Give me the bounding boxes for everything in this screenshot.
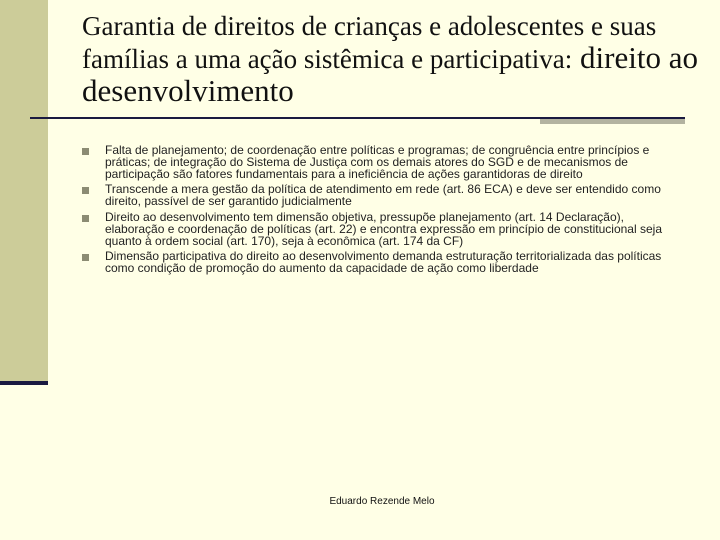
- slide-title-emphasis: direito ao desenvolvimento: [82, 40, 698, 108]
- bullet-item: [82, 209, 682, 248]
- square-bullet-icon: [82, 254, 89, 261]
- slide-title: [82, 11, 712, 108]
- square-bullet-icon: [82, 215, 89, 222]
- title-rule: [30, 117, 540, 119]
- left-band-underline: [0, 381, 48, 385]
- bullet-list: [82, 145, 682, 279]
- bullet-text: Direito ao desenvolvimento tem dimensão objetiva, pressupõe planejamento (art. 14 Declaração), elaboração e coordenação de políticas (art. 22) e encontra expressão em princípio de constitucional seja quanto à ordem social (art. 170), seja à econômica (art. 174 da CF): [105, 209, 662, 248]
- bullet-item: [82, 251, 682, 275]
- bullet-item: [82, 184, 682, 208]
- slide-title-main: Garantia de direitos de crianças e adolescentes e suas famílias a uma ação sistêmica e participativa:: [82, 11, 657, 74]
- title-area: [0, 0, 720, 119]
- slide-footer: Eduardo Rezende Melo: [329, 496, 435, 507]
- square-bullet-icon: [82, 148, 89, 155]
- bullet-text: Falta de planejamento; de coordenação entre políticas e programas; de congruência entre princípios e práticas; de integração do Sistema de Justiça com os demais atores do SGD e de mecanismos de participação são fatores fundamentais para a ineficiência de ações garantidoras de direito: [105, 143, 650, 181]
- bullet-text: Transcende a mera gestão da política de atendimento em rede (art. 86 ECA) e deve ser entendido como direito, passível de ser garantido judicialmente: [105, 182, 661, 209]
- bullet-text: Dimensão participativa do direito ao desenvolvimento demanda estruturação territorializada das políticas como condição de promoção do aumento da capacidade de ação como liberdade: [105, 249, 662, 276]
- square-bullet-icon: [82, 187, 89, 194]
- bullet-item: [82, 145, 682, 180]
- title-rule-right: [540, 117, 685, 119]
